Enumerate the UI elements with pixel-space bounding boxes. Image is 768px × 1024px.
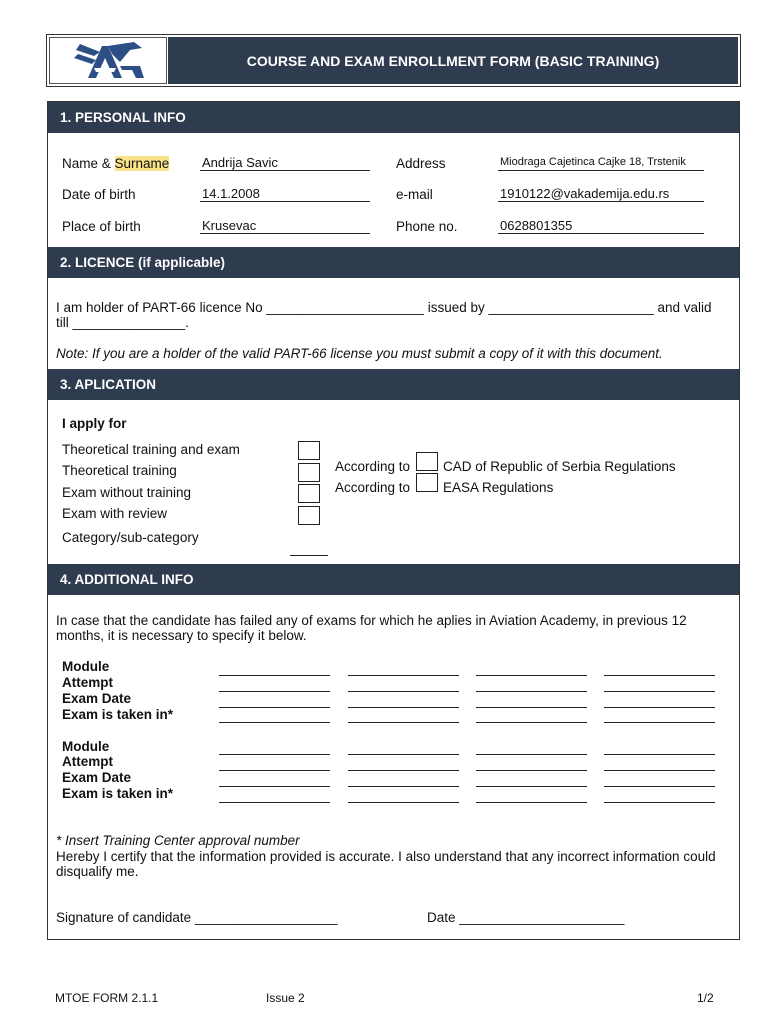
name-label-part: Name & [62, 156, 115, 171]
approval-footnote: * Insert Training Center approval number [56, 833, 300, 848]
entry-line-r3-c1[interactable] [348, 722, 459, 723]
group2-attempt-label: Attempt [62, 754, 113, 769]
entry-line-r2-c1[interactable] [348, 707, 459, 708]
academy-logo [49, 37, 167, 84]
according-to-label-cad: According to [335, 459, 411, 474]
section-licence-heading: 2. LICENCE (if applicable) [48, 247, 739, 278]
name-surname-label [62, 156, 169, 171]
entry-line-r1-c2[interactable] [476, 691, 587, 692]
according-to-label-easa: According to [335, 480, 411, 495]
entry-line-r1-c2[interactable] [476, 770, 587, 771]
phone-field[interactable]: 0628801355 [498, 218, 704, 234]
entry-line-r3-c0[interactable] [219, 802, 330, 803]
address-label: Address [396, 156, 446, 171]
pob-field[interactable]: Krusevac [200, 218, 370, 234]
option-exam-without-training: Exam without training [62, 485, 192, 500]
entry-line-r0-c2[interactable] [476, 675, 587, 676]
phone-label: Phone no. [396, 219, 458, 234]
group2-exam-taken-in-label: Exam is taken in* [62, 786, 174, 801]
additional-intro: In case that the candidate has failed any of exams for which he aplies in Aviation Academy, in previous 12 months, it is necessary to specify it below. [56, 613, 687, 643]
entry-line-r2-c2[interactable] [476, 707, 587, 708]
cad-regulations-label: CAD of Republic of Serbia Regulations [443, 459, 676, 474]
group1-module-label: Module [62, 659, 110, 674]
checkbox-easa-regulations[interactable] [416, 473, 438, 492]
entry-line-r0-c3[interactable] [604, 754, 715, 755]
category-label: Category/sub-category [62, 530, 199, 545]
entry-line-r2-c0[interactable] [219, 707, 330, 708]
entry-line-r3-c2[interactable] [476, 722, 587, 723]
group1-exam-date-label: Exam Date [62, 691, 132, 706]
licence-note: Note: If you are a holder of the valid PART-66 license you must submit a copy of it with this document. [56, 346, 663, 361]
entry-line-r2-c3[interactable] [604, 707, 715, 708]
apply-for-label: I apply for [62, 416, 127, 431]
email-label: e-mail [396, 187, 433, 202]
footer-form-id: MTOE FORM 2.1.1 [55, 991, 159, 1005]
option-exam-with-review: Exam with review [62, 506, 168, 521]
surname-label-highlighted: Surname [114, 156, 170, 171]
group2-exam-date-label: Exam Date [62, 770, 132, 785]
entry-line-r0-c2[interactable] [476, 754, 587, 755]
entry-line-r1-c3[interactable] [604, 691, 715, 692]
section-additional-info-heading: 4. ADDITIONAL INFO [48, 564, 739, 595]
section-application-heading: 3. APLICATION [48, 369, 739, 400]
option-theoretical-training-exam: Theoretical training and exam [62, 442, 240, 457]
entry-line-r3-c1[interactable] [348, 802, 459, 803]
entry-line-r3-c3[interactable] [604, 722, 715, 723]
section-personal-info-heading: 1. PERSONAL INFO [48, 102, 739, 133]
entry-line-r2-c2[interactable] [476, 786, 587, 787]
checkbox-exam-with-review[interactable] [298, 506, 320, 525]
certification-statement: Hereby I certify that the information provided is accurate. I also understand that any incorrect information could disqualify me. [56, 849, 716, 879]
entry-line-r1-c1[interactable] [348, 691, 459, 692]
enrollment-form [47, 101, 740, 940]
form-title: COURSE AND EXAM ENROLLMENT FORM (BASIC TRAINING) [168, 37, 738, 84]
email-field[interactable]: 1910122@vakademija.edu.rs [498, 186, 704, 202]
entry-line-r1-c0[interactable] [219, 691, 330, 692]
entry-line-r0-c0[interactable] [219, 675, 330, 676]
footer-page-number: 1/2 [697, 991, 714, 1005]
footer-issue: Issue 2 [266, 991, 305, 1005]
address-field[interactable]: Miodraga Cajetinca Cajke 18, Trstenik [498, 155, 704, 171]
entry-line-r0-c1[interactable] [348, 675, 459, 676]
category-input-line[interactable] [290, 555, 328, 556]
entry-line-r3-c2[interactable] [476, 802, 587, 803]
entry-line-r1-c0[interactable] [219, 770, 330, 771]
checkbox-theoretical-training[interactable] [298, 463, 320, 482]
option-theoretical-training: Theoretical training [62, 463, 177, 478]
entry-line-r2-c0[interactable] [219, 786, 330, 787]
dob-field[interactable]: 14.1.2008 [200, 186, 370, 202]
signature-line[interactable]: Signature of candidate ___________________ [56, 910, 338, 925]
entry-line-r2-c3[interactable] [604, 786, 715, 787]
entry-line-r3-c3[interactable] [604, 802, 715, 803]
checkbox-cad-regulations[interactable] [416, 452, 438, 471]
entry-line-r2-c1[interactable] [348, 786, 459, 787]
form-header [46, 34, 741, 87]
eagle-logo-icon [50, 38, 166, 83]
pob-label: Place of birth [62, 219, 141, 234]
entry-line-r0-c1[interactable] [348, 754, 459, 755]
checkbox-theoretical-training-exam[interactable] [298, 441, 320, 460]
group1-attempt-label: Attempt [62, 675, 113, 690]
group2-module-label: Module [62, 739, 110, 754]
entry-line-r0-c3[interactable] [604, 675, 715, 676]
checkbox-exam-without-training[interactable] [298, 484, 320, 503]
dob-label: Date of birth [62, 187, 136, 202]
date-line[interactable]: Date ______________________ [427, 910, 625, 925]
name-surname-field[interactable]: Andrija Savic [200, 155, 370, 171]
entry-line-r0-c0[interactable] [219, 754, 330, 755]
group1-exam-taken-in-label: Exam is taken in* [62, 707, 174, 722]
entry-line-r3-c0[interactable] [219, 722, 330, 723]
entry-line-r1-c3[interactable] [604, 770, 715, 771]
entry-line-r1-c1[interactable] [348, 770, 459, 771]
licence-statement: I am holder of PART-66 licence No _____________________ issued by ______________________ and valid till _______________. [56, 300, 712, 330]
easa-regulations-label: EASA Regulations [443, 480, 554, 495]
